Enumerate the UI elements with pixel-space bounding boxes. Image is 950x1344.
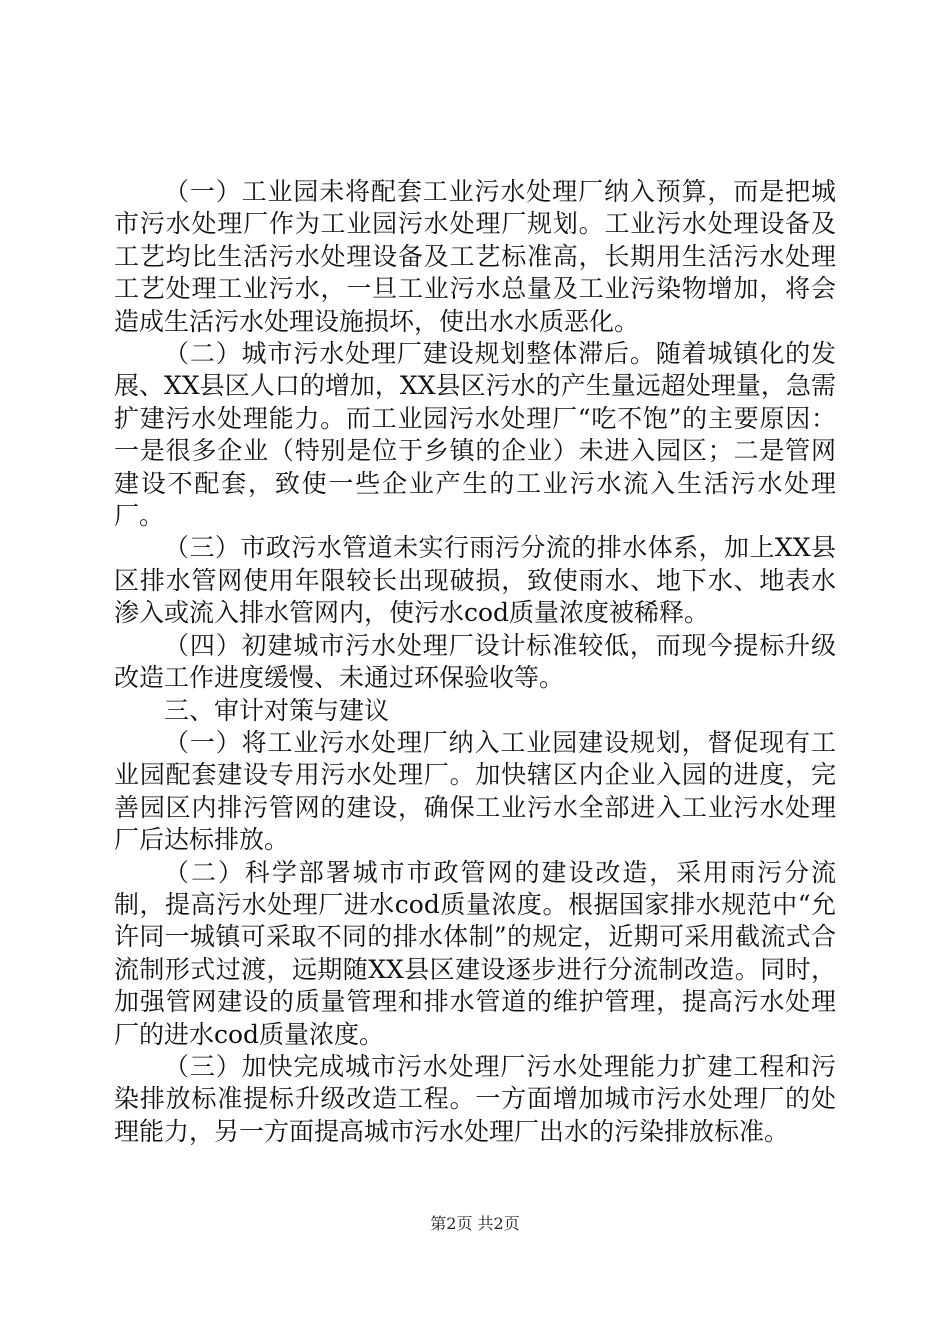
- paragraph-recommendation-2: （二）科学部署城市市政管网的建设改造，采用雨污分流制，提高污水处理厂进水cod质量浓度。根据国家排水规范中“允许同一城镇可采取不同的排水体制”的规定，近期可采用截流式合流制形式过渡，远期随XX县区建设逐步进行分流制改造。同时，加强管网建设的质量管理和排水管道的维护管理，提高污水处理厂的进水cod质量浓度。: [114, 857, 836, 1049]
- paragraph-recommendation-3: （三）加快完成城市污水处理厂污水处理能力扩建工程和污染排放标准提标升级改造工程。一方面增加城市污水处理厂的处理能力，另一方面提高城市污水处理厂出水的污染排放标准。: [114, 1051, 836, 1146]
- paragraph-problem-2: （二）城市污水处理厂建设规划整体滞后。随着城镇化的发展、XX县区人口的增加，XX县区污水的产生量远超处理量，急需扩建污水处理能力。而工业园污水处理厂“吃不饱”的主要原因：一是很多企业（特别是位于乡镇的企业）未进入园区；二是管网建设不配套，致使一些企业产生的工业污水流入生活污水处理厂。: [114, 339, 836, 531]
- paragraph-problem-3: （三）市政污水管道未实行雨污分流的排水体系，加上XX县区排水管网使用年限较长出现破损，致使雨水、地下水、地表水渗入或流入排水管网内，使污水cod质量浓度被稀释。: [114, 533, 836, 628]
- page-number-footer: 第2页 共2页: [430, 1214, 520, 1233]
- document-body: [114, 176, 836, 1148]
- paragraph-recommendation-1: （一）将工业污水处理厂纳入工业园建设规划，督促现有工业园配套建设专用污水处理厂。加快辖区内企业入园的进度，完善园区内排污管网的建设，确保工业污水全部进入工业污水处理厂后达标排放。: [114, 727, 836, 855]
- section-heading: 三、审计对策与建议: [164, 695, 390, 725]
- paragraph-problem-4: （四）初建城市污水处理厂设计标准较低，而现今提标升级改造工作进度缓慢、未通过环保验收等。: [114, 630, 836, 693]
- paragraph-problem-1: （一）工业园未将配套工业污水处理厂纳入预算，而是把城市污水处理厂作为工业园污水处理厂规划。工业污水处理设备及工艺均比生活污水处理设备及工艺标准高，长期用生活污水处理工艺处理工业污水，一旦工业污水总量及工业污染物增加，将会造成生活污水处理设施损坏，使出水水质恶化。: [114, 177, 836, 336]
